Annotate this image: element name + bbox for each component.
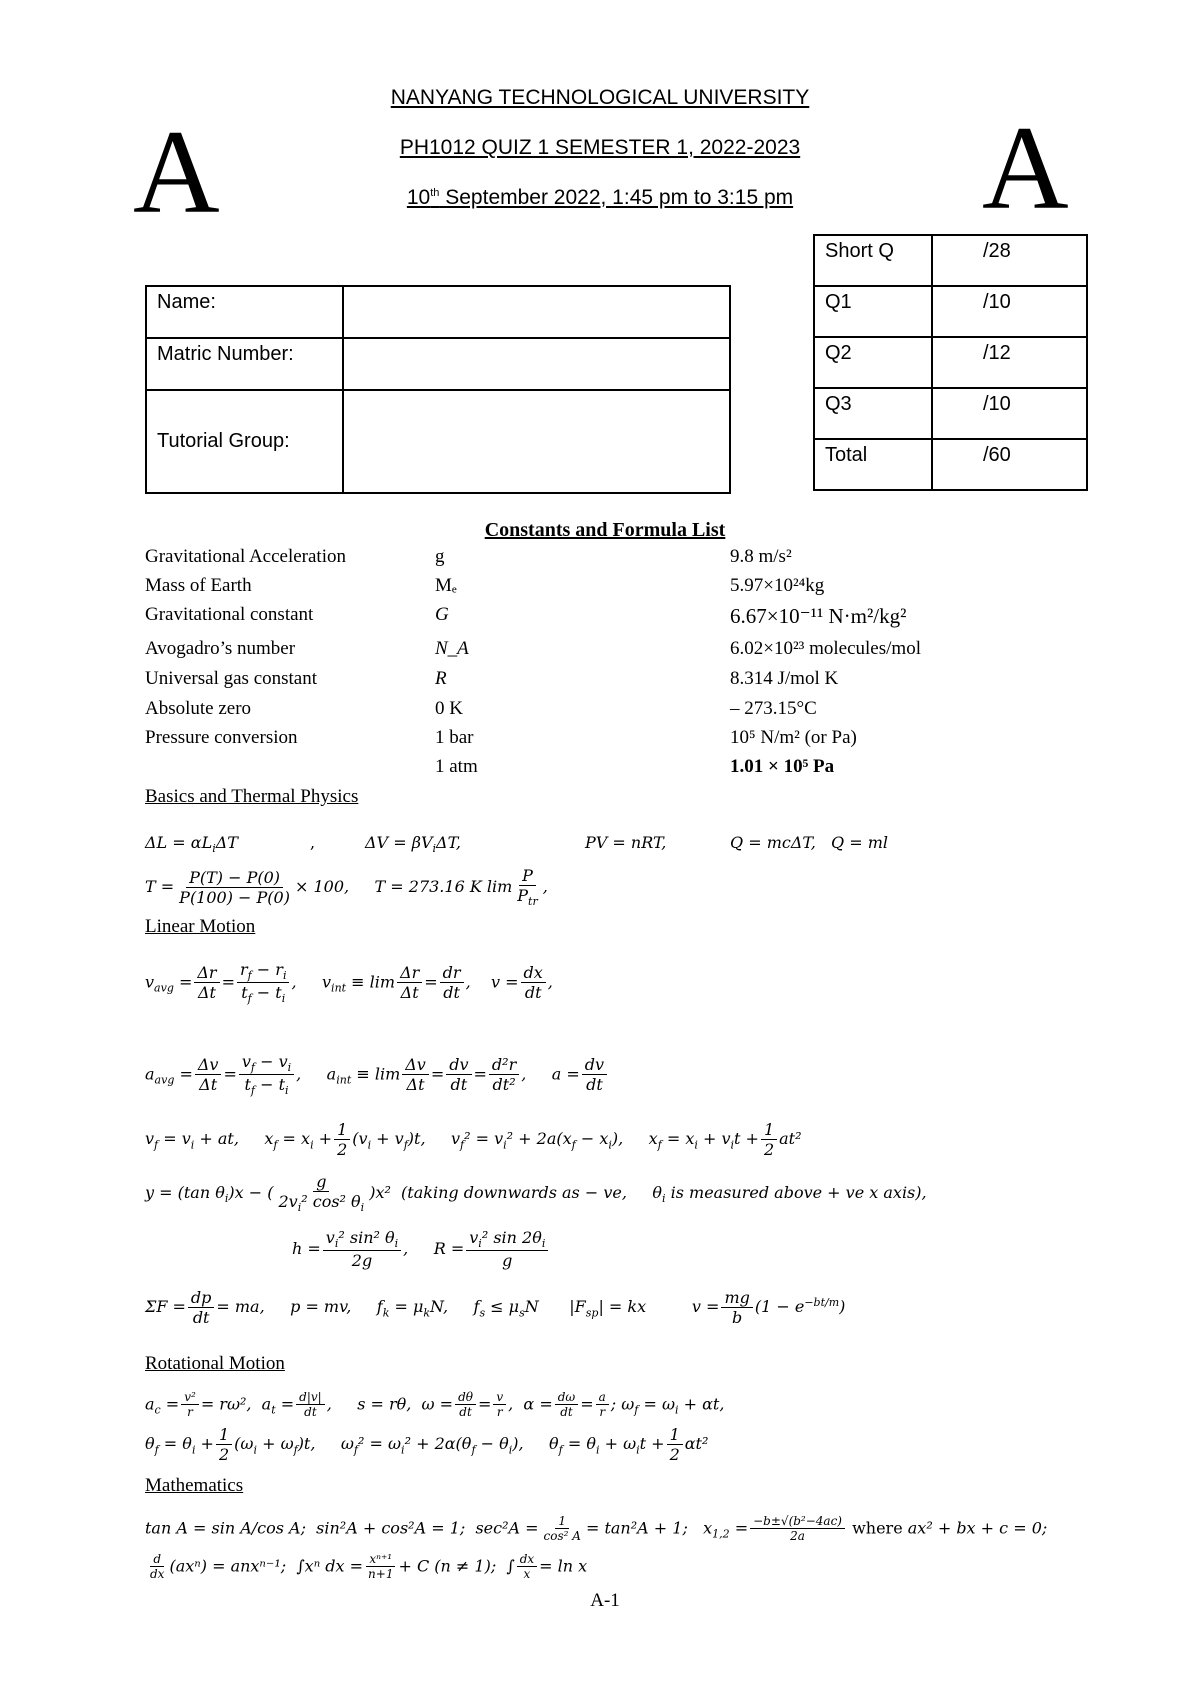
university-title: NANYANG TECHNOLOGICAL UNIVERSITY bbox=[390, 86, 810, 109]
score-max: /12 bbox=[932, 337, 1087, 388]
date-day: 10 bbox=[406, 186, 431, 209]
tutorial-label: Tutorial Group: bbox=[146, 390, 343, 493]
constant-symbol: g bbox=[435, 546, 445, 567]
constant-symbol: 1 atm bbox=[435, 756, 478, 777]
date-sup: th bbox=[430, 187, 440, 199]
matric-label: Matric Number: bbox=[146, 338, 343, 390]
constant-row bbox=[145, 604, 1145, 630]
version-letter-right: A bbox=[982, 101, 1069, 234]
quiz-title: PH1012 QUIZ 1 SEMESTER 1, 2022-2023 bbox=[399, 136, 801, 159]
constant-value: 1.01 × 10⁵ Pa bbox=[730, 756, 835, 777]
formula-heat: Q = mcΔT, Q = ml bbox=[730, 833, 889, 852]
score-label: Short Q bbox=[814, 235, 932, 286]
section-basics: Basics and Thermal Physics bbox=[145, 786, 359, 807]
constant-row bbox=[145, 575, 1145, 601]
constant-name: Gravitational constant bbox=[145, 604, 314, 625]
constant-name: Avogadro’s number bbox=[145, 638, 296, 659]
matric-field[interactable] bbox=[343, 338, 730, 390]
constant-symbol: R bbox=[435, 668, 447, 689]
formula-thermal-expansion: $\Delta L = \alpha L_i\Delta T$ bbox=[145, 833, 238, 856]
score-label: Q1 bbox=[814, 286, 932, 337]
score-max: /28 bbox=[932, 235, 1087, 286]
score-row bbox=[814, 286, 1087, 337]
constant-name: Universal gas constant bbox=[145, 668, 318, 689]
score-max: /10 bbox=[932, 388, 1087, 439]
score-row bbox=[814, 388, 1087, 439]
constant-value: 9.8 m/s² bbox=[730, 546, 792, 567]
constant-row bbox=[145, 698, 1145, 724]
constant-row bbox=[145, 668, 1145, 694]
constant-value: 6.67×10⁻¹¹ N·m²/kg² bbox=[730, 604, 907, 628]
constant-name: Gravitational Acceleration bbox=[145, 546, 346, 567]
constant-row bbox=[145, 727, 1145, 753]
name-label: Name: bbox=[146, 286, 343, 338]
constant-symbol: N_A bbox=[435, 638, 469, 659]
date-rest: September 2022, 1:45 pm to 3:15 pm bbox=[439, 186, 794, 209]
formula-range: h = $\frac{v_i^2 \sin^2 \theta_i}{2g}$ , R = $\frac{v_i^2 \sin 2\theta_i}{g}$ bbox=[292, 1228, 550, 1271]
section-linear: Linear Motion bbox=[145, 916, 256, 937]
constant-symbol: 0 K bbox=[435, 698, 463, 719]
formula-velocity: $v_{avg}$ = $\frac{\Delta r}{\Delta t}$ = $\frac{r_f - r_i}{t_f - t_i}$ , $v_{int} \equiv \lim$ $\frac{\Delta r}{\Delta t}$ = $\frac{dr}{dt}$ , v = $\frac{dx}{dt}$ , bbox=[145, 960, 553, 1006]
formula-forces: ΣF = $\frac{dp}{dt}$ = ma, p = mv, $f_k = \mu_kN$, $f_s \le \mu_sN$ $|F_{sp}|$ = kx v = $\frac{mg}{b}$ $(1 - e^{-bt/m})$ bbox=[145, 1288, 846, 1328]
constant-value: – 273.15°C bbox=[730, 698, 817, 719]
section-mathematics: Mathematics bbox=[145, 1475, 244, 1496]
formula-math-2: $\frac{d}{dx}$ (axⁿ) = anxⁿ⁻¹; ∫xⁿ dx = $\frac{\text{xⁿ⁺¹}}{n+1}$ + C (n ≠ 1); ∫ $\frac{dx}{x}$ = ln x bbox=[150, 1552, 588, 1582]
constant-row bbox=[145, 546, 1145, 572]
score-row bbox=[814, 235, 1087, 286]
score-label: Q2 bbox=[814, 337, 932, 388]
constant-value: 5.97×10²⁴kg bbox=[730, 575, 825, 596]
score-row bbox=[814, 439, 1087, 490]
student-info-table bbox=[145, 285, 731, 494]
formula-kinematics: $v_f = v_i$ + at, $x_f = x_i$ + $\frac{1}{2}$ $(v_i + v_f)t$, $v_f^2 = v_i^2 + 2a(x_f - x_i)$, $x_f = x_i + v_it$ + $\frac{1}{2}$ at² bbox=[145, 1120, 802, 1160]
formula-rotation-2: $\theta_f = \theta_i$ + $\frac{1}{2}$ $(\omega_i + \omega_f)t$, $\omega_f^2 = \omega_i^2 + 2\alpha(\theta_f - \theta_i)$, $\theta_f = \theta_i + \omega_it$ + $\frac{1}{2}$ αt² bbox=[145, 1425, 709, 1465]
formula-projectile: y = (tan $\theta_i)x$ − ( $\frac{g}{2v_i^2 \cos^2 \theta_i}$ )x² (taking downwards as − ve, $\theta_i$ is measured above + ve x axis), bbox=[145, 1172, 927, 1215]
formula-temperature: T = $\frac{P(T) - P(0)}{P(100) - P(0)}$ × 100, T = 273.16 K lim $\frac{P}{P_{tr}}$ , bbox=[145, 866, 548, 909]
constant-row bbox=[145, 756, 1145, 782]
constant-symbol: 1 bar bbox=[435, 727, 474, 748]
constant-value: 8.314 J/mol K bbox=[730, 668, 839, 689]
formula-separator: , bbox=[310, 833, 316, 852]
score-label: Total bbox=[814, 439, 932, 490]
formula-ideal-gas: PV = nRT, bbox=[585, 833, 667, 852]
constants-title: Constants and Formula List bbox=[484, 519, 726, 541]
score-table bbox=[813, 234, 1088, 491]
formula-math-1: tan A = sin A/cos A; sin²A + cos²A = 1; sec²A = $\frac{1}{\text{cos² A}}$ = tan²A + 1; $x_{1,2}$ = $\frac{\text{−b±√(b²−4ac)}}{2a}$ where ax² + bx + c = 0; bbox=[145, 1514, 1048, 1544]
version-letter-left: A bbox=[133, 105, 220, 238]
tutorial-field[interactable] bbox=[343, 390, 730, 493]
score-max: /10 bbox=[932, 286, 1087, 337]
constant-value: 10⁵ N/m² (or Pa) bbox=[730, 727, 857, 748]
formula-volume-expansion: $\Delta V = \beta V_i\Delta T$, bbox=[365, 833, 461, 856]
score-row bbox=[814, 337, 1087, 388]
score-label: Q3 bbox=[814, 388, 932, 439]
constant-row bbox=[145, 638, 1145, 664]
formula-rotation-1: $a_c$ = $\frac{\text{v²}}{r}$ = rω², $a_t$ = $\frac{d|v|}{dt}$ , s = rθ, ω = $\frac{d\theta}{dt}$ = $\frac{v}{r}$ , α = $\frac{d\omega}{dt}$ = $\frac{a}{r}$ ; $\omega_f = \omega_i + \alpha t$, bbox=[145, 1390, 725, 1420]
constant-symbol: G bbox=[435, 604, 449, 625]
constant-name: Mass of Earth bbox=[145, 575, 252, 596]
constant-value: 6.02×10²³ molecules/mol bbox=[730, 638, 921, 659]
name-field[interactable] bbox=[343, 286, 730, 338]
formula-acceleration: $a_{avg}$ = $\frac{\Delta v}{\Delta t}$ = $\frac{v_f - v_i}{t_f - t_i}$ , $a_{int} \equiv \lim$ $\frac{\Delta v}{\Delta t}$ = $\frac{dv}{dt}$ = $\frac{\text{d²r}}{\text{dt²}}$ , a = $\frac{dv}{dt}$ bbox=[145, 1052, 609, 1098]
section-rotational: Rotational Motion bbox=[145, 1353, 285, 1374]
constant-name: Absolute zero bbox=[145, 698, 252, 719]
score-max: /60 bbox=[932, 439, 1087, 490]
constant-symbol: Mₑ bbox=[435, 575, 457, 596]
page-number: A-1 bbox=[590, 1590, 620, 1611]
constant-name: Pressure conversion bbox=[145, 727, 298, 748]
